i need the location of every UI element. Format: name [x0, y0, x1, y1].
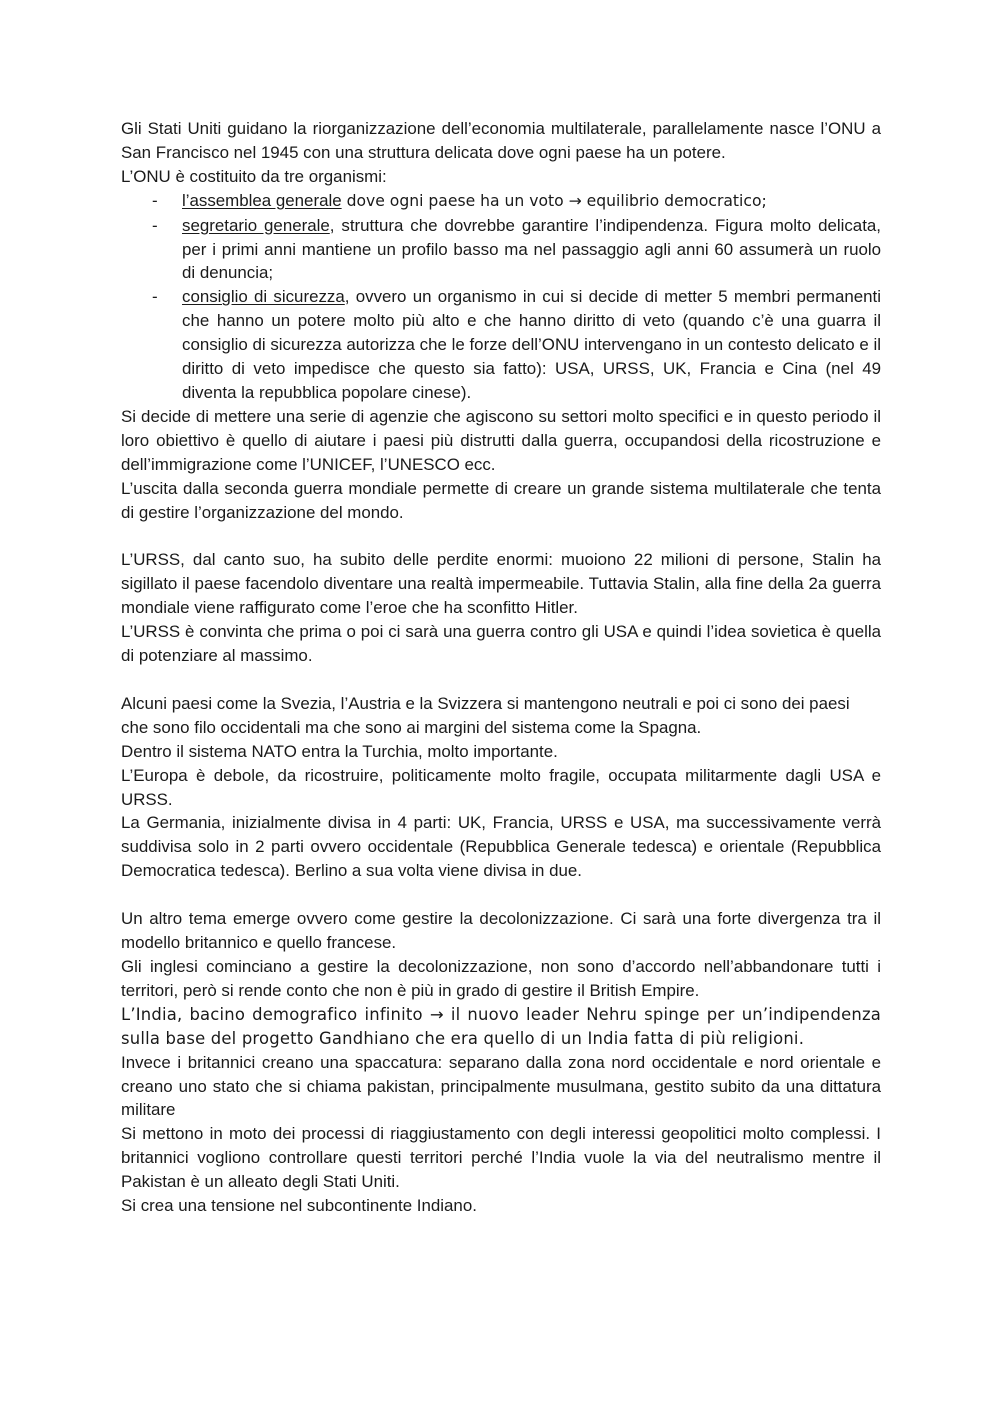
paragraph-neutral-countries: Alcuni paesi come la Svezia, l’Austria e la Svizzera si mantengono neutrali e poi ci sono dei paesi che sono filo occidentali ma che sono ai margini del sistema come la Spagna.	[121, 693, 850, 737]
list-item-consiglio	[121, 285, 881, 405]
list-item-text: , struttura che dovrebbe garantire l’indipendenza. Figura molto delicata, per i primi anni mantiene un profilo basso ma nel passaggio agli anni 60 assumerà un ruolo di denuncia;	[182, 215, 881, 283]
paragraph-british: Gli inglesi cominciano a gestire la decolonizzazione, non sono d’accordo nell’abbandonare tutti i territori, però si rende conto che non è più in grado di gestire il British Empire.	[121, 957, 881, 1000]
paragraph-india: L’India, bacino demografico infinito → il nuovo leader Nehru spinge per un’indipendenza sulla base del progetto Gandhiano che era quello di un India fatta di più religioni.	[121, 1004, 881, 1048]
paragraph-decolonization: Un altro tema emerge ovvero come gestire la decolonizzazione. Ci sarà una forte divergenza tra il modello britannico e quello francese.	[121, 909, 881, 953]
paragraph-germany: La Germania, inizialmente divisa in 4 parti: UK, Francia, URSS e USA, ma successivamente verrà suddivisa solo in 2 parti ovvero occidentale (Repubblica Generale tedesca) e orientale (Repubblica Democratica tedesca). Berlino a sua volta viene divisa in due.	[121, 813, 881, 881]
paragraph-urss-losses: L’URSS, dal canto suo, ha subito delle perdite enormi: muoiono 22 milioni di persone, Stalin ha sigillato il paese facendolo diventare una realtà impermeabile. Tuttavia Stalin, alla fine della 2a guerra mondiale viene raffigurato come l’eroe che ha sconfitto Hitler.	[121, 550, 881, 618]
paragraph-geopolitics: Si mettono in moto dei processi di riaggiustamento con degli interessi geopolitici molto complessi. I britannici vogliono controllare questi territori perché l’India vuole la via del neutralismo mentre il Pakistan è un alleato degli Stati Uniti.	[121, 1124, 881, 1192]
term-consiglio-di-sicurezza: consiglio di sicurezza	[182, 287, 345, 307]
paragraph-gap	[121, 883, 881, 907]
paragraph-pakistan: Invece i britannici creano una spaccatura: separano dalla zona nord occidentale e nord orientale e creano uno stato che si chiama pakistan, principalmente musulmana, gestito subito da una dittatura militare	[121, 1052, 881, 1120]
paragraph-gap	[121, 668, 881, 692]
paragraph-tension: Si crea una tensione nel subcontinente Indiano.	[121, 1196, 477, 1216]
paragraph-multilateral: L’uscita dalla seconda guerra mondiale permette di creare un grande sistema multilaterale che tenta di gestire l’organizzazione del mondo.	[121, 478, 881, 522]
onu-organs-list	[121, 189, 881, 405]
list-item-assemblea	[121, 189, 881, 214]
list-item-text: dove ogni paese ha un voto → equilibrio democratico;	[341, 191, 767, 210]
paragraph-urss-war: L’URSS è convinta che prima o poi ci sarà una guerra contro gli USA e quindi l’idea sovietica è quella di potenziare al massimo.	[121, 622, 881, 666]
paragraph-onu-intro: Gli Stati Uniti guidano la riorganizzazione dell’economia multilaterale, parallelamente nasce l’ONU a San Francisco nel 1945 con una struttura delicata dove ogni paese ha un potere.	[121, 119, 881, 162]
paragraph-onu-organs: L’ONU è costituito da tre organismi:	[121, 166, 387, 186]
list-item-text: , ovvero un organismo in cui si decide di metter 5 membri permanenti che hanno un potere molto più alto e che hanno diritto di veto (quando c’è una guarra il consiglio di sicurezza autorizza che le forze dell’ONU intervengano in un contesto delicato e il diritto di veto impedisce che questo sia fatto): USA, URSS, UK, Francia e Cina (nel 49 diventa la repubblica popolare cinese).	[182, 287, 881, 402]
term-assemblea-generale: l’assemblea generale	[182, 190, 342, 210]
paragraph-europe: L’Europa è debole, da ricostruire, politicamente molto fragile, occupata militarmente dagli USA e URSS.	[121, 765, 881, 809]
paragraph-gap	[121, 524, 881, 548]
paragraph-nato-turkey: Dentro il sistema NATO entra la Turchia, molto importante.	[121, 741, 558, 761]
term-segretario-generale: segretario generale	[182, 215, 330, 235]
list-item-segretario	[121, 214, 881, 286]
paragraph-agencies: Si decide di mettere una serie di agenzie che agiscono su settori molto specifici e in questo periodo il loro obiettivo è quello di aiutare i paesi più distrutti dalla guerra, occupandosi della ricostruzione e dell’immigrazione come l’UNICEF, l’UNESCO ecc.	[121, 406, 881, 474]
